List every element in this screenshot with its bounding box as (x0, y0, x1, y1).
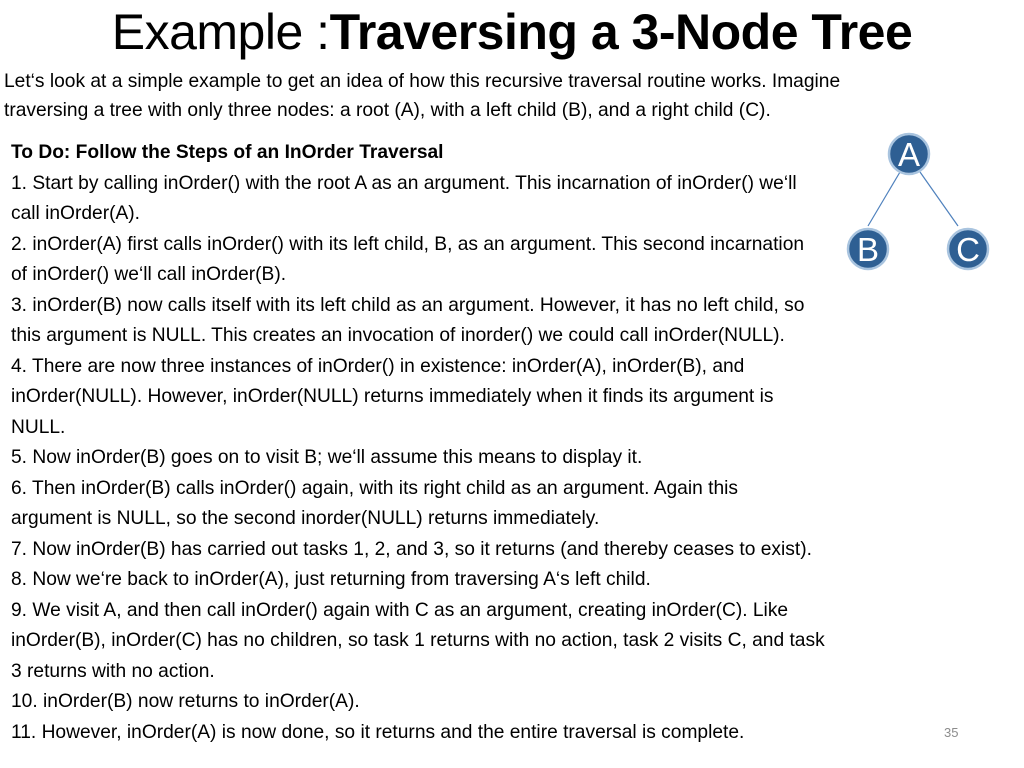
todo-heading: To Do: Follow the Steps of an InOrder Traversal (11, 142, 444, 163)
step-line: 4. There are now three instances of inOrder() in existence: inOrder(A), inOrder(B), and (11, 355, 745, 377)
tree-node-b-label: B (856, 231, 880, 268)
step-line: 11. However, inOrder(A) is now done, so it returns and the entire traversal is complete. (11, 721, 745, 743)
tree-node-a-label: A (897, 136, 921, 173)
step-line: 6. Then inOrder(B) calls inOrder() again, with its right child as an argument. Again this (11, 477, 738, 499)
step-line: argument is NULL, so the second inorder(NULL) returns immediately. (11, 508, 600, 529)
intro-paragraph (4, 67, 1022, 125)
step-line: 8. Now we‘re back to inOrder(A), just returning from traversing A‘s left child. (11, 569, 651, 590)
intro-line: Let‘s look at a simple example to get an idea of how this recursive traversal routine works. Imagine (4, 71, 841, 92)
title-bold: Traversing a 3-Node Tree (329, 4, 913, 60)
todo-steps (11, 138, 1011, 748)
slide-title (0, 2, 1024, 62)
title-prefix: Example : (111, 4, 330, 60)
step-line: this argument is NULL. This creates an invocation of inorder() we could call inOrder(NULL). (11, 325, 785, 346)
step-line: inOrder(B), inOrder(C) has no children, so task 1 returns with no action, task 2 visits C, and task (11, 630, 825, 651)
step-line: 5. Now inOrder(B) goes on to visit B; we‘ll assume this means to display it. (11, 447, 643, 468)
step-line: inOrder(NULL). However, inOrder(NULL) returns immediately when it finds its argument is (11, 386, 774, 407)
step-line: NULL. (11, 416, 66, 438)
tree-node-c-label: C (956, 231, 980, 268)
step-line: of inOrder() we‘ll call inOrder(B). (11, 264, 287, 285)
step-line: 2. inOrder(A) first calls inOrder() with its left child, B, as an argument. This second incarnation (11, 233, 805, 255)
step-line: 3 returns with no action. (11, 660, 215, 682)
step-line: 1. Start by calling inOrder() with the root A as an argument. This incarnation of inOrder() we‘ll (11, 172, 797, 194)
step-line: 3. inOrder(B) now calls itself with its left child as an argument. However, it has no left child, so (11, 294, 805, 316)
step-line: 9. We visit A, and then call inOrder() again with C as an argument, creating inOrder(C). Like (11, 599, 789, 621)
slide-number: 35 (944, 725, 959, 740)
step-line: call inOrder(A). (11, 203, 141, 224)
step-line: 10. inOrder(B) now returns to inOrder(A). (11, 691, 360, 712)
step-line: 7. Now inOrder(B) has carried out tasks 1, 2, and 3, so it returns (and thereby ceases to exist). (11, 538, 812, 560)
intro-line: traversing a tree with only three nodes: a root (A), with a left child (B), and a right child (C). (4, 100, 771, 121)
